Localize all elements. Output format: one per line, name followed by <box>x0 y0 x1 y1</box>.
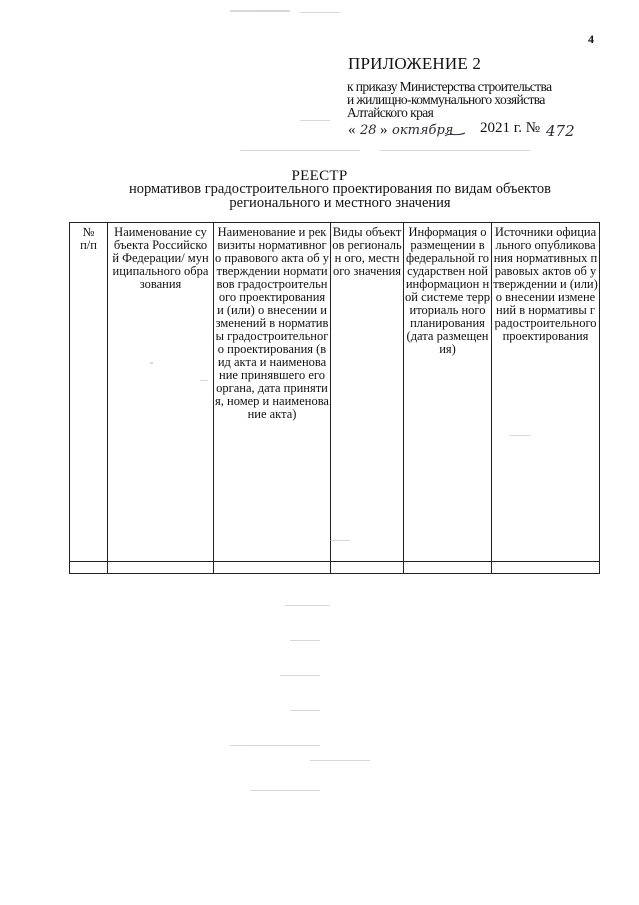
registry-subtitle <box>100 182 580 210</box>
signature-underline-icon <box>444 130 466 138</box>
header-subject-name: Наименование субъекта Российской Федерации/ муниципального образования <box>108 223 214 562</box>
registry-title: РЕЕСТР <box>291 168 348 184</box>
header-act-details: Наименование и реквизиты нормативного правового акта об утверждении нормативов градостроительного проектирования и (или) о внесении изменений в нормативы градостроительного проектирования (вид акта и наименование принявшего его органа, дата принятия, номер и наименование акта) <box>214 223 331 562</box>
order-line: к приказу Министерства строительства <box>347 79 552 94</box>
date-month-handwritten: октября <box>392 123 454 138</box>
appendix-title: ПРИЛОЖЕНИЕ 2 <box>348 54 482 73</box>
order-line: и жилищно-коммунального хозяйства <box>347 92 545 107</box>
table-cell <box>492 562 600 574</box>
order-number-handwritten: 472 <box>546 122 575 140</box>
header-object-types: Виды объектов региональн ого, местного значения <box>331 223 404 562</box>
order-reference <box>347 80 607 119</box>
table-row <box>70 562 600 574</box>
table-cell <box>214 562 331 574</box>
page-number: 4 <box>588 32 594 46</box>
header-publication-sources: Источники официального опубликования нормативных правовых актов об утверждении и (или) о внесении изменений в нормативы градостроительного проектирования <box>492 223 600 562</box>
registry-table <box>69 222 600 574</box>
table-cell <box>331 562 404 574</box>
header-fgis-info: Информация о размещении в федеральной государствен ной информацион ной системе территориаль ного планирования (дата размещения) <box>404 223 492 562</box>
header-number: № п/п <box>70 223 108 562</box>
registry-subtitle-line: нормативов градостроительного проектирования по видам объектов <box>128 181 552 197</box>
table-cell <box>108 562 214 574</box>
date-day-handwritten: 28 <box>360 123 377 138</box>
date-year-label: 2021 г. № <box>480 120 541 136</box>
order-date-line <box>346 120 606 142</box>
date-close-quote: » <box>380 122 388 138</box>
table-header-row <box>70 223 600 562</box>
table-cell <box>404 562 492 574</box>
table-cell <box>70 562 108 574</box>
order-line: Алтайского края <box>347 105 434 120</box>
date-open-quote: « <box>348 122 356 138</box>
registry-subtitle-line: регионального и местного значения <box>229 195 451 211</box>
